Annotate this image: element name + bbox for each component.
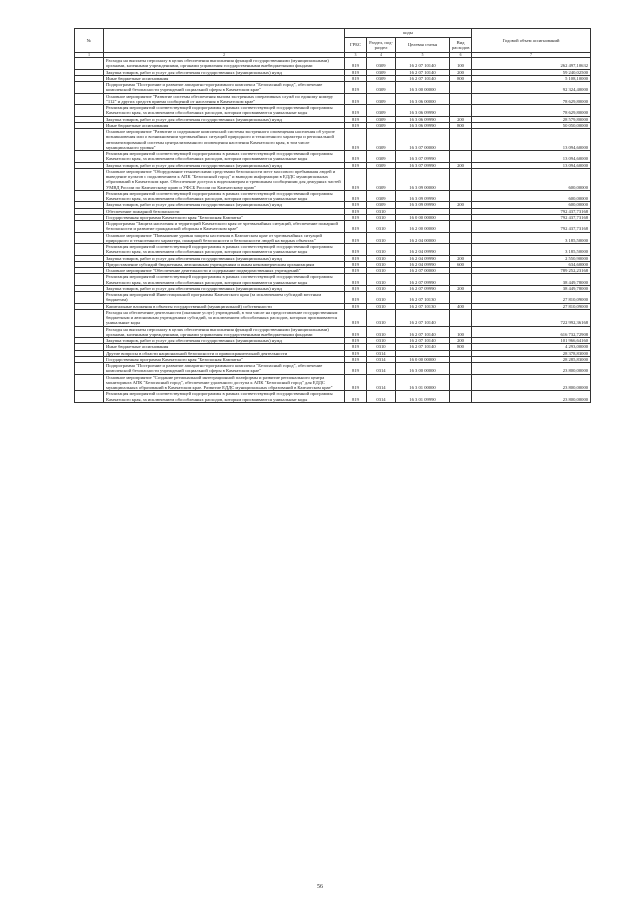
row-vid (450, 391, 472, 403)
row-sum: 789 252,23168 (472, 268, 591, 274)
row-razdel: 0314 (367, 356, 396, 362)
row-sum: 27 810,09000 (472, 303, 591, 309)
row-razdel: 0309 (367, 122, 396, 128)
row-name: Иные бюджетные ассигнования (104, 344, 345, 350)
row-number (75, 292, 104, 304)
row-name: Подпрограмма "Защита населения и территорий Камчатского края от чрезвычайных ситуаций, обеспечение пожарной безопасности и развитие гражданской обороны в Камчатском крае" (104, 221, 345, 233)
row-name: Капитальные вложения в объекты государственной (муниципальной) собственности (104, 303, 345, 309)
table-row (75, 190, 591, 202)
row-number (75, 232, 104, 244)
row-name: Основное мероприятие "Обеспечение деятельности и содержание подведомственных учреждений" (104, 268, 345, 274)
row-name: Расходы на выплаты персоналу в целях обеспечения выполнения функций государственными (муниципальными) органами, казенными учреждениями, органами управления государственными внебюджетными фондами (104, 58, 345, 70)
row-sum: 600,00000 (472, 202, 591, 208)
header-grbs: ГРБС (345, 38, 367, 53)
row-grbs: 819 (345, 69, 367, 75)
row-number (75, 93, 104, 105)
row-vid: 200 (450, 69, 472, 75)
row-razdel: 0309 (367, 93, 396, 105)
row-sum: 38 449,78000 (472, 274, 591, 286)
row-razdel: 0310 (367, 326, 396, 338)
row-grbs: 819 (345, 214, 367, 220)
row-grbs: 819 (345, 82, 367, 94)
row-name: Предоставление субсидий бюджетным, автономным учреждениям и иным некоммерческим организациям (104, 261, 345, 267)
row-grbs: 819 (345, 363, 367, 375)
row-vid (450, 274, 472, 286)
row-number (75, 221, 104, 233)
row-name: Реализация мероприятий соответствующей подпрограммы в рамках соответствующей государственной программы Камчатского края, за исключением обособленных расходов, которым присваиваются уникальные коды (104, 190, 345, 202)
row-razdel: 0310 (367, 221, 396, 233)
row-grbs: 819 (345, 190, 367, 202)
row-vid (450, 151, 472, 163)
row-razdel: 0310 (367, 292, 396, 304)
row-statya: 16 3 07 09990 (396, 162, 450, 168)
row-razdel: 0309 (367, 190, 396, 202)
column-number-cell: 1 (75, 53, 104, 58)
row-statya: 16 2 07 09990 (396, 285, 450, 291)
row-name: Обеспечение пожарной безопасности (104, 208, 345, 214)
row-vid: 800 (450, 344, 472, 350)
table-row (75, 58, 591, 70)
table-row (75, 292, 591, 304)
row-name: Закупка товаров, работ и услуг для обеспечения государственных (муниципальных) нужд (104, 338, 345, 344)
row-vid: 600 (450, 261, 472, 267)
row-statya: 16 2 07 10140 (396, 326, 450, 338)
budget-table-sheet (74, 28, 590, 403)
row-grbs: 819 (345, 268, 367, 274)
table-row (75, 82, 591, 94)
row-number (75, 244, 104, 256)
row-statya: 16 3 00 00000 (396, 363, 450, 375)
row-razdel: 0309 (367, 75, 396, 81)
row-statya: 16 3 06 00000 (396, 93, 450, 105)
row-sum: 4 293,00000 (472, 344, 591, 350)
row-grbs: 819 (345, 244, 367, 256)
row-grbs: 819 (345, 58, 367, 70)
row-razdel: 0309 (367, 105, 396, 117)
row-name: Закупка товаров, работ и услуг для обеспечения государственных (муниципальных) нужд (104, 202, 345, 208)
header-vid: Вид расходов (450, 38, 472, 53)
row-number (75, 151, 104, 163)
row-sum: 3 185,50000 (472, 232, 591, 244)
row-razdel: 0309 (367, 82, 396, 94)
row-sum: 23 800,00000 (472, 374, 591, 391)
row-grbs: 819 (345, 350, 367, 356)
row-razdel: 0314 (367, 391, 396, 403)
row-number (75, 391, 104, 403)
row-name: Основное мероприятие "Создание региональной интеграционной платформы и развитие регионального центра мониторинга АПК "Безопасный город", обеспечение удаленного доступа к АПК "Безопасный город" для ЕДДС муниципальных образований в Камчатском крае. Развитие ЕДДС муниципальных образований в Камчатском крае" (104, 374, 345, 391)
row-grbs: 819 (345, 356, 367, 362)
row-grbs: 819 (345, 162, 367, 168)
row-statya: 16 2 07 00000 (396, 268, 450, 274)
row-grbs: 819 (345, 93, 367, 105)
table-row (75, 363, 591, 375)
row-razdel: 0310 (367, 261, 396, 267)
row-name: Расходы на обеспечение деятельности (оказание услуг) учреждений, в том числе на предоставление государственным бюджетным и автономным учреждениям субсидий, за исключением обособленных расходов, которым присваиваются уникальные коды (104, 309, 345, 326)
row-vid (450, 93, 472, 105)
budget-table (74, 28, 591, 403)
row-grbs: 819 (345, 221, 367, 233)
row-razdel: 0310 (367, 285, 396, 291)
row-vid (450, 221, 472, 233)
row-name: Закупка товаров, работ и услуг для обеспечения государственных (муниципальных) нужд (104, 285, 345, 291)
row-grbs: 819 (345, 261, 367, 267)
row-sum: 27 810,09000 (472, 292, 591, 304)
row-statya: 16 2 04 09990 (396, 244, 450, 256)
row-grbs: 819 (345, 374, 367, 391)
row-sum: 28 378,83000 (472, 350, 591, 356)
row-vid: 200 (450, 255, 472, 261)
row-vid (450, 292, 472, 304)
row-name: Основное мероприятие "Развитие системы обеспечения вызова экстренных оперативных служб по единому номеру "112" и других средств приема сообщений от населения в Камчатском крае" (104, 93, 345, 105)
header-razdel: Раздел, под-раздел (367, 38, 396, 53)
row-vid: 200 (450, 162, 472, 168)
row-sum: 13 094,60000 (472, 162, 591, 168)
row-razdel: 0314 (367, 374, 396, 391)
row-number (75, 374, 104, 391)
row-grbs: 819 (345, 309, 367, 326)
row-sum: 28 285,83000 (472, 356, 591, 362)
row-sum: 5 108,10000 (472, 75, 591, 81)
table-row (75, 151, 591, 163)
row-grbs: 819 (345, 151, 367, 163)
row-vid (450, 363, 472, 375)
row-statya: 16 2 07 10140 (396, 58, 450, 70)
row-name: Реализация мероприятий соответствующей подпрограммы в рамках соответствующей государственной программы Камчатского края, за исключением обособленных расходов, которым присваиваются уникальные коды (104, 151, 345, 163)
row-name: Подпрограмма "Построение и развитие аппаратно-программного комплекса "Безопасный город", обеспечение комплексной безопасности учреждений социальной сферы в Камчатском крае" (104, 363, 345, 375)
row-vid (450, 168, 472, 190)
row-name: Закупка товаров, работ и услуг для обеспечения государственных (муниципальных) нужд (104, 255, 345, 261)
row-vid: 200 (450, 202, 472, 208)
row-statya: 16 2 04 09990 (396, 255, 450, 261)
row-number (75, 58, 104, 70)
row-grbs: 819 (345, 274, 367, 286)
row-name: Основное мероприятие "Оборудование техническими средствами безопасности мест массового пребывания людей и выведение пультов с подключением к АПК "Безопасный город" и выводом информации в ЕДДС муниципальных образований в Камчатском крае. Обеспечение доступа к видеокамерам и тревожным сообщениям для дежурных частей УМВД России по Камчатскому краю и УФСБ России по Камчатскому краю" (104, 168, 345, 190)
row-vid (450, 129, 472, 151)
row-razdel: 0310 (367, 208, 396, 214)
row-statya: 16 3 09 09990 (396, 202, 450, 208)
row-grbs: 819 (345, 202, 367, 208)
row-number (75, 105, 104, 117)
row-sum: 59 240,02500 (472, 69, 591, 75)
row-sum: 78 629,80000 (472, 93, 591, 105)
row-razdel: 0310 (367, 255, 396, 261)
row-razdel: 0310 (367, 338, 396, 344)
row-statya: 16 2 00 00000 (396, 221, 450, 233)
row-vid: 200 (450, 285, 472, 291)
row-grbs: 819 (345, 208, 367, 214)
row-sum: 616 732,72908 (472, 326, 591, 338)
row-name: Расходы на выплаты персоналу в целях обеспечения выполнения функций государственными (муниципальными) органами, казенными учреждениями, органами управления государственными внебюджетными фондами (104, 326, 345, 338)
header-codes: коды (345, 29, 472, 38)
row-grbs: 819 (345, 122, 367, 128)
page-number: 56 (317, 884, 323, 890)
header-statya: Целевая статья (396, 38, 450, 53)
row-name: Другие вопросы в области национальной безопасности и правоохранительной деятельности (104, 350, 345, 356)
row-razdel: 0309 (367, 69, 396, 75)
table-row (75, 129, 591, 151)
row-number (75, 309, 104, 326)
row-sum: 50 050,00000 (472, 122, 591, 128)
row-statya: 16 3 06 09990 (396, 122, 450, 128)
row-statya: 16 0 00 00000 (396, 214, 450, 220)
row-sum: 23 800,00000 (472, 363, 591, 375)
row-vid (450, 105, 472, 117)
row-number (75, 326, 104, 338)
row-grbs: 819 (345, 303, 367, 309)
row-razdel: 0309 (367, 116, 396, 122)
row-grbs: 819 (345, 292, 367, 304)
row-statya: 16 2 04 00000 (396, 232, 450, 244)
row-razdel: 0310 (367, 214, 396, 220)
row-sum: 92 324,40000 (472, 82, 591, 94)
row-razdel: 0309 (367, 162, 396, 168)
row-razdel: 0309 (367, 151, 396, 163)
row-number (75, 82, 104, 94)
row-statya: 16 3 06 09990 (396, 116, 450, 122)
row-razdel: 0309 (367, 168, 396, 190)
row-sum: 38 449,78000 (472, 285, 591, 291)
row-sum: 101 966,64160 (472, 338, 591, 344)
row-razdel: 0310 (367, 303, 396, 309)
row-grbs: 819 (345, 232, 367, 244)
column-number-cell: 4 (367, 53, 396, 58)
row-name: Государственная программа Камчатского края "Безопасная Камчатка" (104, 214, 345, 220)
row-statya: 16 2 07 10130 (396, 303, 450, 309)
row-razdel: 0310 (367, 344, 396, 350)
row-statya: 16 2 07 10140 (396, 75, 450, 81)
row-vid (450, 244, 472, 256)
row-sum: 78 629,80000 (472, 105, 591, 117)
table-row (75, 374, 591, 391)
row-statya: 16 2 07 10140 (396, 69, 450, 75)
row-statya: 16 3 01 09990 (396, 391, 450, 403)
row-razdel: 0309 (367, 202, 396, 208)
column-number-cell: 7 (472, 53, 591, 58)
row-sum: 792 437,73168 (472, 208, 591, 214)
row-grbs: 819 (345, 391, 367, 403)
row-number (75, 363, 104, 375)
row-name: Реализация мероприятий соответствующей подпрограммы в рамках соответствующей государственной программы Камчатского края, за исключением обособленных расходов, которым присваиваются уникальные коды (104, 274, 345, 286)
row-name: Основное мероприятие "Развитие и содержание комплексной системы экстренного оповещения населения об угрозе возникновения или о возникновении чрезвычайных ситуаций природного и техногенного характера и региональной автоматизированной системы централизованного оповещения населения Камчатского края, в том числе муниципального уровня" (104, 129, 345, 151)
table-row (75, 244, 591, 256)
row-name: Государственная программа Камчатского края "Безопасная Камчатка" (104, 356, 345, 362)
row-sum: 23 800,00000 (472, 391, 591, 403)
row-sum: 600,00000 (472, 190, 591, 202)
row-razdel: 0310 (367, 244, 396, 256)
row-razdel: 0310 (367, 274, 396, 286)
table-row (75, 274, 591, 286)
table-row (75, 391, 591, 403)
header-total: Годовой объем ассигнований (472, 29, 591, 53)
row-razdel: 0310 (367, 309, 396, 326)
row-sum: 28 579,80000 (472, 116, 591, 122)
row-razdel: 0314 (367, 350, 396, 356)
row-grbs: 819 (345, 338, 367, 344)
row-sum: 13 094,60000 (472, 151, 591, 163)
row-grbs: 819 (345, 344, 367, 350)
row-razdel: 0310 (367, 268, 396, 274)
row-name: Иные бюджетные ассигнования (104, 122, 345, 128)
row-statya: 16 3 01 00000 (396, 374, 450, 391)
row-sum: 2 550,90000 (472, 255, 591, 261)
row-sum: 722 992,36168 (472, 309, 591, 326)
row-name: Закупка товаров, работ и услуг для обеспечения государственных (муниципальных) нужд (104, 116, 345, 122)
table-row (75, 221, 591, 233)
row-grbs: 819 (345, 326, 367, 338)
row-name: Реализация мероприятий соответствующей подпрограммы в рамках соответствующей государственной программы Камчатского края, за исключением обособленных расходов, которым присваиваются уникальные коды (104, 244, 345, 256)
row-name: Подпрограмма "Построение и развитие аппаратно-программного комплекса "Безопасный город", обеспечение комплексной безопасности учреждений социальной сферы в Камчатском крае" (104, 82, 345, 94)
row-sum: 262 497,10632 (472, 58, 591, 70)
row-name: Закупка товаров, работ и услуг для обеспечения государственных (муниципальных) нужд (104, 162, 345, 168)
row-sum: 600,00000 (472, 168, 591, 190)
row-razdel: 0314 (367, 363, 396, 375)
column-number-cell: 5 (396, 53, 450, 58)
header-num: № (75, 29, 104, 53)
row-vid: 100 (450, 58, 472, 70)
row-statya: 16 2 07 10140 (396, 309, 450, 326)
row-sum: 3 185,50000 (472, 244, 591, 256)
row-vid (450, 309, 472, 326)
column-number-cell: 3 (345, 53, 367, 58)
row-vid: 400 (450, 303, 472, 309)
row-sum: 792 437,73168 (472, 221, 591, 233)
row-razdel: 0309 (367, 58, 396, 70)
row-razdel: 0309 (367, 129, 396, 151)
row-number (75, 168, 104, 190)
table-row (75, 168, 591, 190)
row-statya: 16 2 07 10140 (396, 338, 450, 344)
row-vid (450, 82, 472, 94)
row-vid: 100 (450, 326, 472, 338)
header-row-1 (75, 29, 591, 38)
row-statya: 16 2 07 09990 (396, 274, 450, 286)
row-grbs: 819 (345, 285, 367, 291)
column-number-cell: 2 (104, 53, 345, 58)
row-statya: 16 3 00 00000 (396, 82, 450, 94)
row-name: Основное мероприятие "Повышение уровня защиты населения в Камчатском крае от чрезвычайных ситуаций природного и техногенного характера, пожарной безопасности и безопасности людей на водных объектах" (104, 232, 345, 244)
column-number-cell: 6 (450, 53, 472, 58)
row-vid: 200 (450, 338, 472, 344)
row-vid: 200 (450, 116, 472, 122)
row-statya: 16 3 06 09990 (396, 105, 450, 117)
row-name: Реализация мероприятий Инвестиционной программы Камчатского края (за исключением субсидий местным бюджетам) (104, 292, 345, 304)
row-name: Реализация мероприятий соответствующей подпрограммы в рамках соответствующей государственной программы Камчатского края, за исключением обособленных расходов, которым присваиваются уникальные коды (104, 105, 345, 117)
header-name (104, 29, 345, 53)
table-row (75, 326, 591, 338)
table-row (75, 93, 591, 105)
table-row (75, 309, 591, 326)
row-grbs: 819 (345, 75, 367, 81)
row-statya: 16 0 00 00000 (396, 356, 450, 362)
row-vid: 800 (450, 122, 472, 128)
row-statya: 16 2 04 09990 (396, 261, 450, 267)
row-vid: 800 (450, 75, 472, 81)
row-statya: 16 2 07 10140 (396, 344, 450, 350)
row-grbs: 819 (345, 105, 367, 117)
row-grbs: 819 (345, 116, 367, 122)
row-grbs: 819 (345, 168, 367, 190)
row-razdel: 0310 (367, 232, 396, 244)
row-statya: 16 3 09 00000 (396, 168, 450, 190)
row-sum: 13 094,60000 (472, 129, 591, 151)
table-row (75, 105, 591, 117)
row-vid (450, 232, 472, 244)
row-sum: 634,60000 (472, 261, 591, 267)
row-vid (450, 190, 472, 202)
row-number (75, 190, 104, 202)
table-body (75, 58, 591, 403)
row-name: Иные бюджетные ассигнования (104, 75, 345, 81)
row-name: Реализация мероприятий соответствующей подпрограммы в рамках соответствующей государственной программы Камчатского края, за исключением обособленных расходов, которым присваиваются уникальные коды (104, 391, 345, 403)
row-statya: 16 3 09 09990 (396, 190, 450, 202)
row-name: Закупка товаров, работ и услуг для обеспечения государственных (муниципальных) нужд (104, 69, 345, 75)
row-statya: 16 3 07 09990 (396, 151, 450, 163)
row-number (75, 274, 104, 286)
row-number (75, 129, 104, 151)
row-grbs: 819 (345, 129, 367, 151)
row-vid (450, 374, 472, 391)
row-grbs: 819 (345, 255, 367, 261)
row-statya: 16 2 07 10130 (396, 292, 450, 304)
row-sum: 792 437,73168 (472, 214, 591, 220)
row-statya: 16 3 07 00000 (396, 129, 450, 151)
table-row (75, 232, 591, 244)
